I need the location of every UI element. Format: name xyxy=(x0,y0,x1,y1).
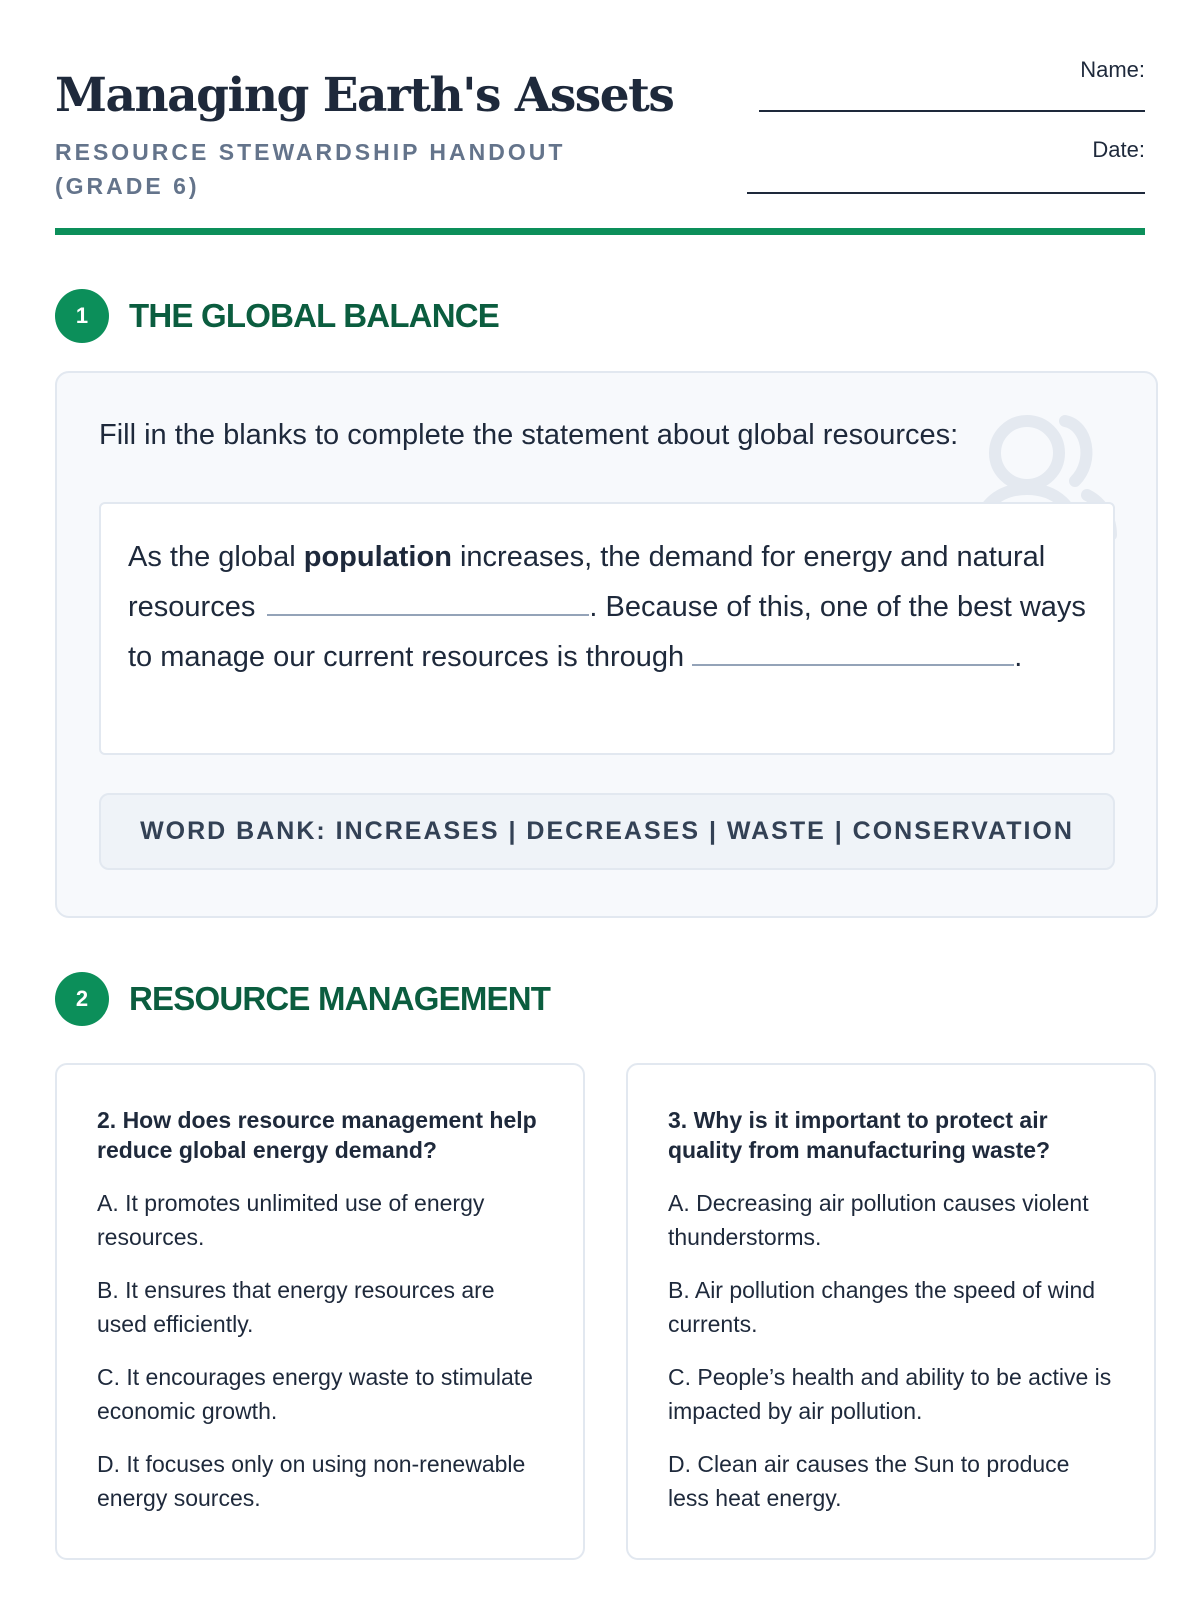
statement-emphasis: population xyxy=(303,541,452,573)
answer-option-d[interactable]: D. It focuses only on using non-renewable energy sources. xyxy=(97,1451,526,1511)
answer-option-b[interactable]: B. Air pollution changes the speed of wind currents. xyxy=(668,1277,1096,1337)
statement-part-2: increases, the demand for energy and natural resources xyxy=(128,541,1046,623)
answer-blank-2[interactable] xyxy=(692,644,1014,666)
question-text: 2. How does resource management help reduce global energy demand? xyxy=(97,1107,537,1163)
answer-blank-1[interactable] xyxy=(267,594,589,616)
date-label: Date: xyxy=(1092,137,1145,162)
name-label: Name: xyxy=(1080,57,1145,82)
statement-part-4: . xyxy=(1014,641,1023,673)
statement-part-1: As the global xyxy=(128,541,304,573)
section-2-heading xyxy=(55,972,550,1026)
section-1-heading xyxy=(55,289,499,343)
header-divider xyxy=(55,228,1145,235)
answer-option-b[interactable]: B. It ensures that energy resources are used efficiently. xyxy=(97,1277,495,1337)
section-2-number-badge: 2 xyxy=(55,972,109,1026)
answer-option-a[interactable]: A. It promotes unlimited use of energy resources. xyxy=(97,1190,485,1250)
question-text: 3. Why is it important to protect air quality from manufacturing waste? xyxy=(668,1107,1051,1163)
page-title: Managing Earth's Assets xyxy=(55,68,674,123)
page-header xyxy=(55,0,1145,236)
answer-option-a[interactable]: A. Decreasing air pollution causes violent thunderstorms. xyxy=(668,1190,1089,1250)
fill-in-statement xyxy=(128,532,1088,682)
answer-option-c[interactable]: C. People’s health and ability to be active is impacted by air pollution. xyxy=(668,1364,1112,1424)
section-1-title: THE GLOBAL BALANCE xyxy=(129,297,499,334)
word-bank: WORD BANK: INCREASES | DECREASES | WASTE | CONSERVATION xyxy=(99,793,1115,870)
page-subtitle: RESOURCE STEWARDSHIP HANDOUT (GRADE 6) xyxy=(55,139,566,199)
statement-box xyxy=(99,502,1115,755)
date-field[interactable] xyxy=(747,192,1145,194)
question-card-2 xyxy=(55,1063,585,1560)
question-card-3 xyxy=(626,1063,1156,1560)
section-2-title: RESOURCE MANAGEMENT xyxy=(129,980,551,1017)
fill-in-instructions: Fill in the blanks to complete the statement about global resources: xyxy=(99,419,959,451)
section-1-number-badge: 1 xyxy=(55,289,109,343)
global-balance-card xyxy=(55,371,1158,918)
answer-option-c[interactable]: C. It encourages energy waste to stimulate economic growth. xyxy=(97,1364,533,1424)
answer-option-d[interactable]: D. Clean air causes the Sun to produce less heat energy. xyxy=(668,1451,1070,1511)
name-field[interactable] xyxy=(759,110,1145,112)
statement-part-3: . Because of this, one of the best ways to manage our current resources is through xyxy=(128,591,1086,673)
